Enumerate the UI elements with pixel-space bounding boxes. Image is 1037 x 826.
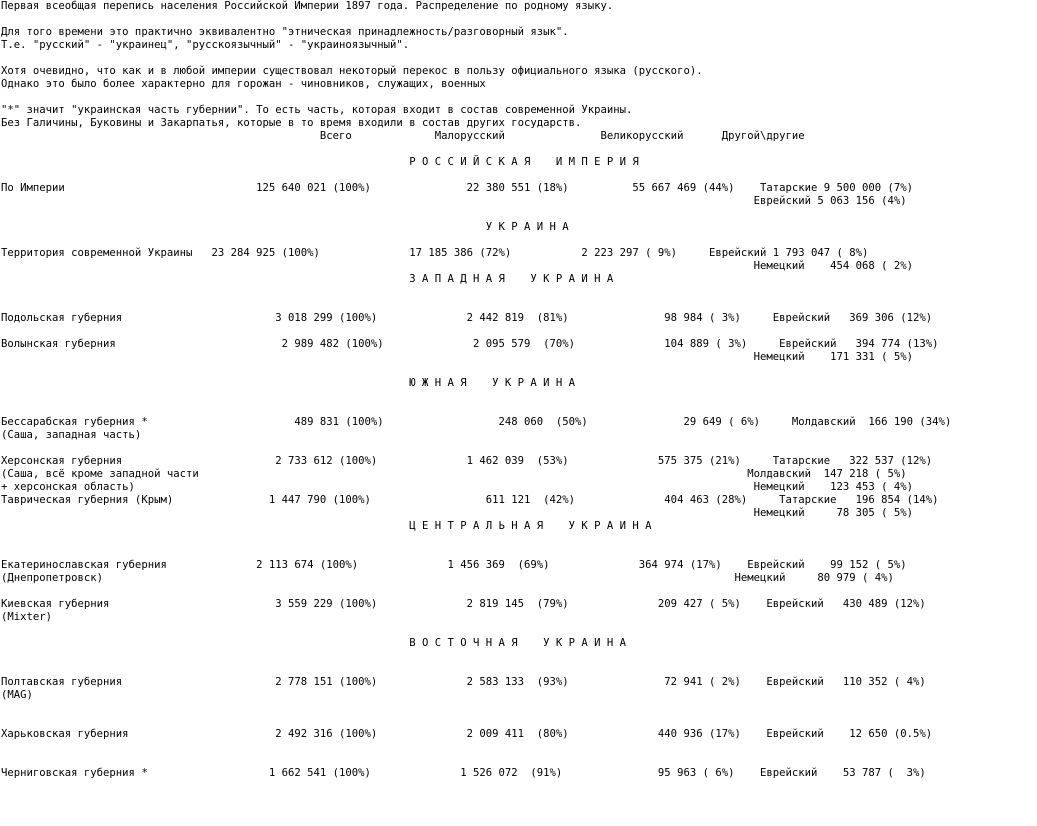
census-document-text: Первая всеобщая перепись населения Российской Империи 1897 года. Распределение по родному языку. Для того времени это практично эквивалентно "этническая принадлежность/разговорный язык". Т.е. "русский" - "украинец", "русскоязычный" - "украиноязычный". Хотя очевидно, что как и в любой империи существовал некоторый перекос в пользу официального языка (русского). Однако это было более характерно для горожан - чиновников, служащих, военных "*" значит "украинская часть губернии". То есть часть, которая входит в состав современной Украины. Без Галичины, Буковины и Закарпатья, которые в то время входили в состав других государств. Всего Малорусский Великорусский Другой\другие Р О С С И Й С К А Я И М П Е Р И Я По Империи 125 640 021 (100%) 22 380 551 (18%) 55 667 469 (44%) Татарские 9 500 000 (7%) Еврейский 5 063 156 (4%) У К Р А И Н А Территория современной Украины 23 284 925 (100%) 17 185 386 (72%) 2 223 297 ( 9%) Еврейский 1 793 047 ( 8%) Немецкий 454 068 ( 2%) З А П А Д Н А Я У К Р А И Н А Подольская губерния 3 018 299 (100%) 2 442 819 (81%) 98 984 ( 3%) Еврейский 369 306 (12%) Волынская губерния 2 989 482 (100%) 2 095 579 (70%) 104 889 ( 3%) Еврейский 394 774 (13%) Немецкий 171 331 ( 5%) Ю Ж Н А Я У К Р А И Н А Бессарабская губерния * 489 831 (100%) 248 060 (50%) 29 649 ( 6%) Молдавский 166 190 (34%) (Саша, западная часть) Херсонская губерния 2 733 612 (100%) 1 462 039 (53%) 575 375 (21%) Татарские 322 537 (12%) (Саша, всё кроме западной части Молдавский 147 218 ( 5%) + херсонская область) Немецкий 123 453 ( 4%) Таврическая губерния (Крым) 1 447 790 (100%) 611 121 (42%) 404 463 (28%) Татарские 196 854 (14%) Немецкий 78 305 ( 5%) Ц Е Н Т Р А Л Ь Н А Я У К Р А И Н А Екатеринославская губерния 2 113 674 (100%) 1 456 369 (69%) 364 974 (17%) Еврейский 99 152 ( 5%) (Днепропетровск) Немецкий 80 979 ( 4%) Киевская губерния 3 559 229 (100%) 2 819 145 (79%) 209 427 ( 5%) Еврейский 430 489 (12%) (Mixter) В О С Т О Ч Н А Я У К Р А И Н А Полтавская губерния 2 778 151 (100%) 2 583 133 (93%) 72 941 ( 2%) Еврейский 110 352 ( 4%) (MAG) Харьковская губерния 2 492 316 (100%) 2 009 411 (80%) 440 936 (17%) Еврейский 12 650 (0.5%) Черниговская губерния * 1 662 541 (100%) 1 526 072 (91%) 95 963 ( 6%) Еврейский 53 787 ( 3%) <box>1 0 952 779</box>
